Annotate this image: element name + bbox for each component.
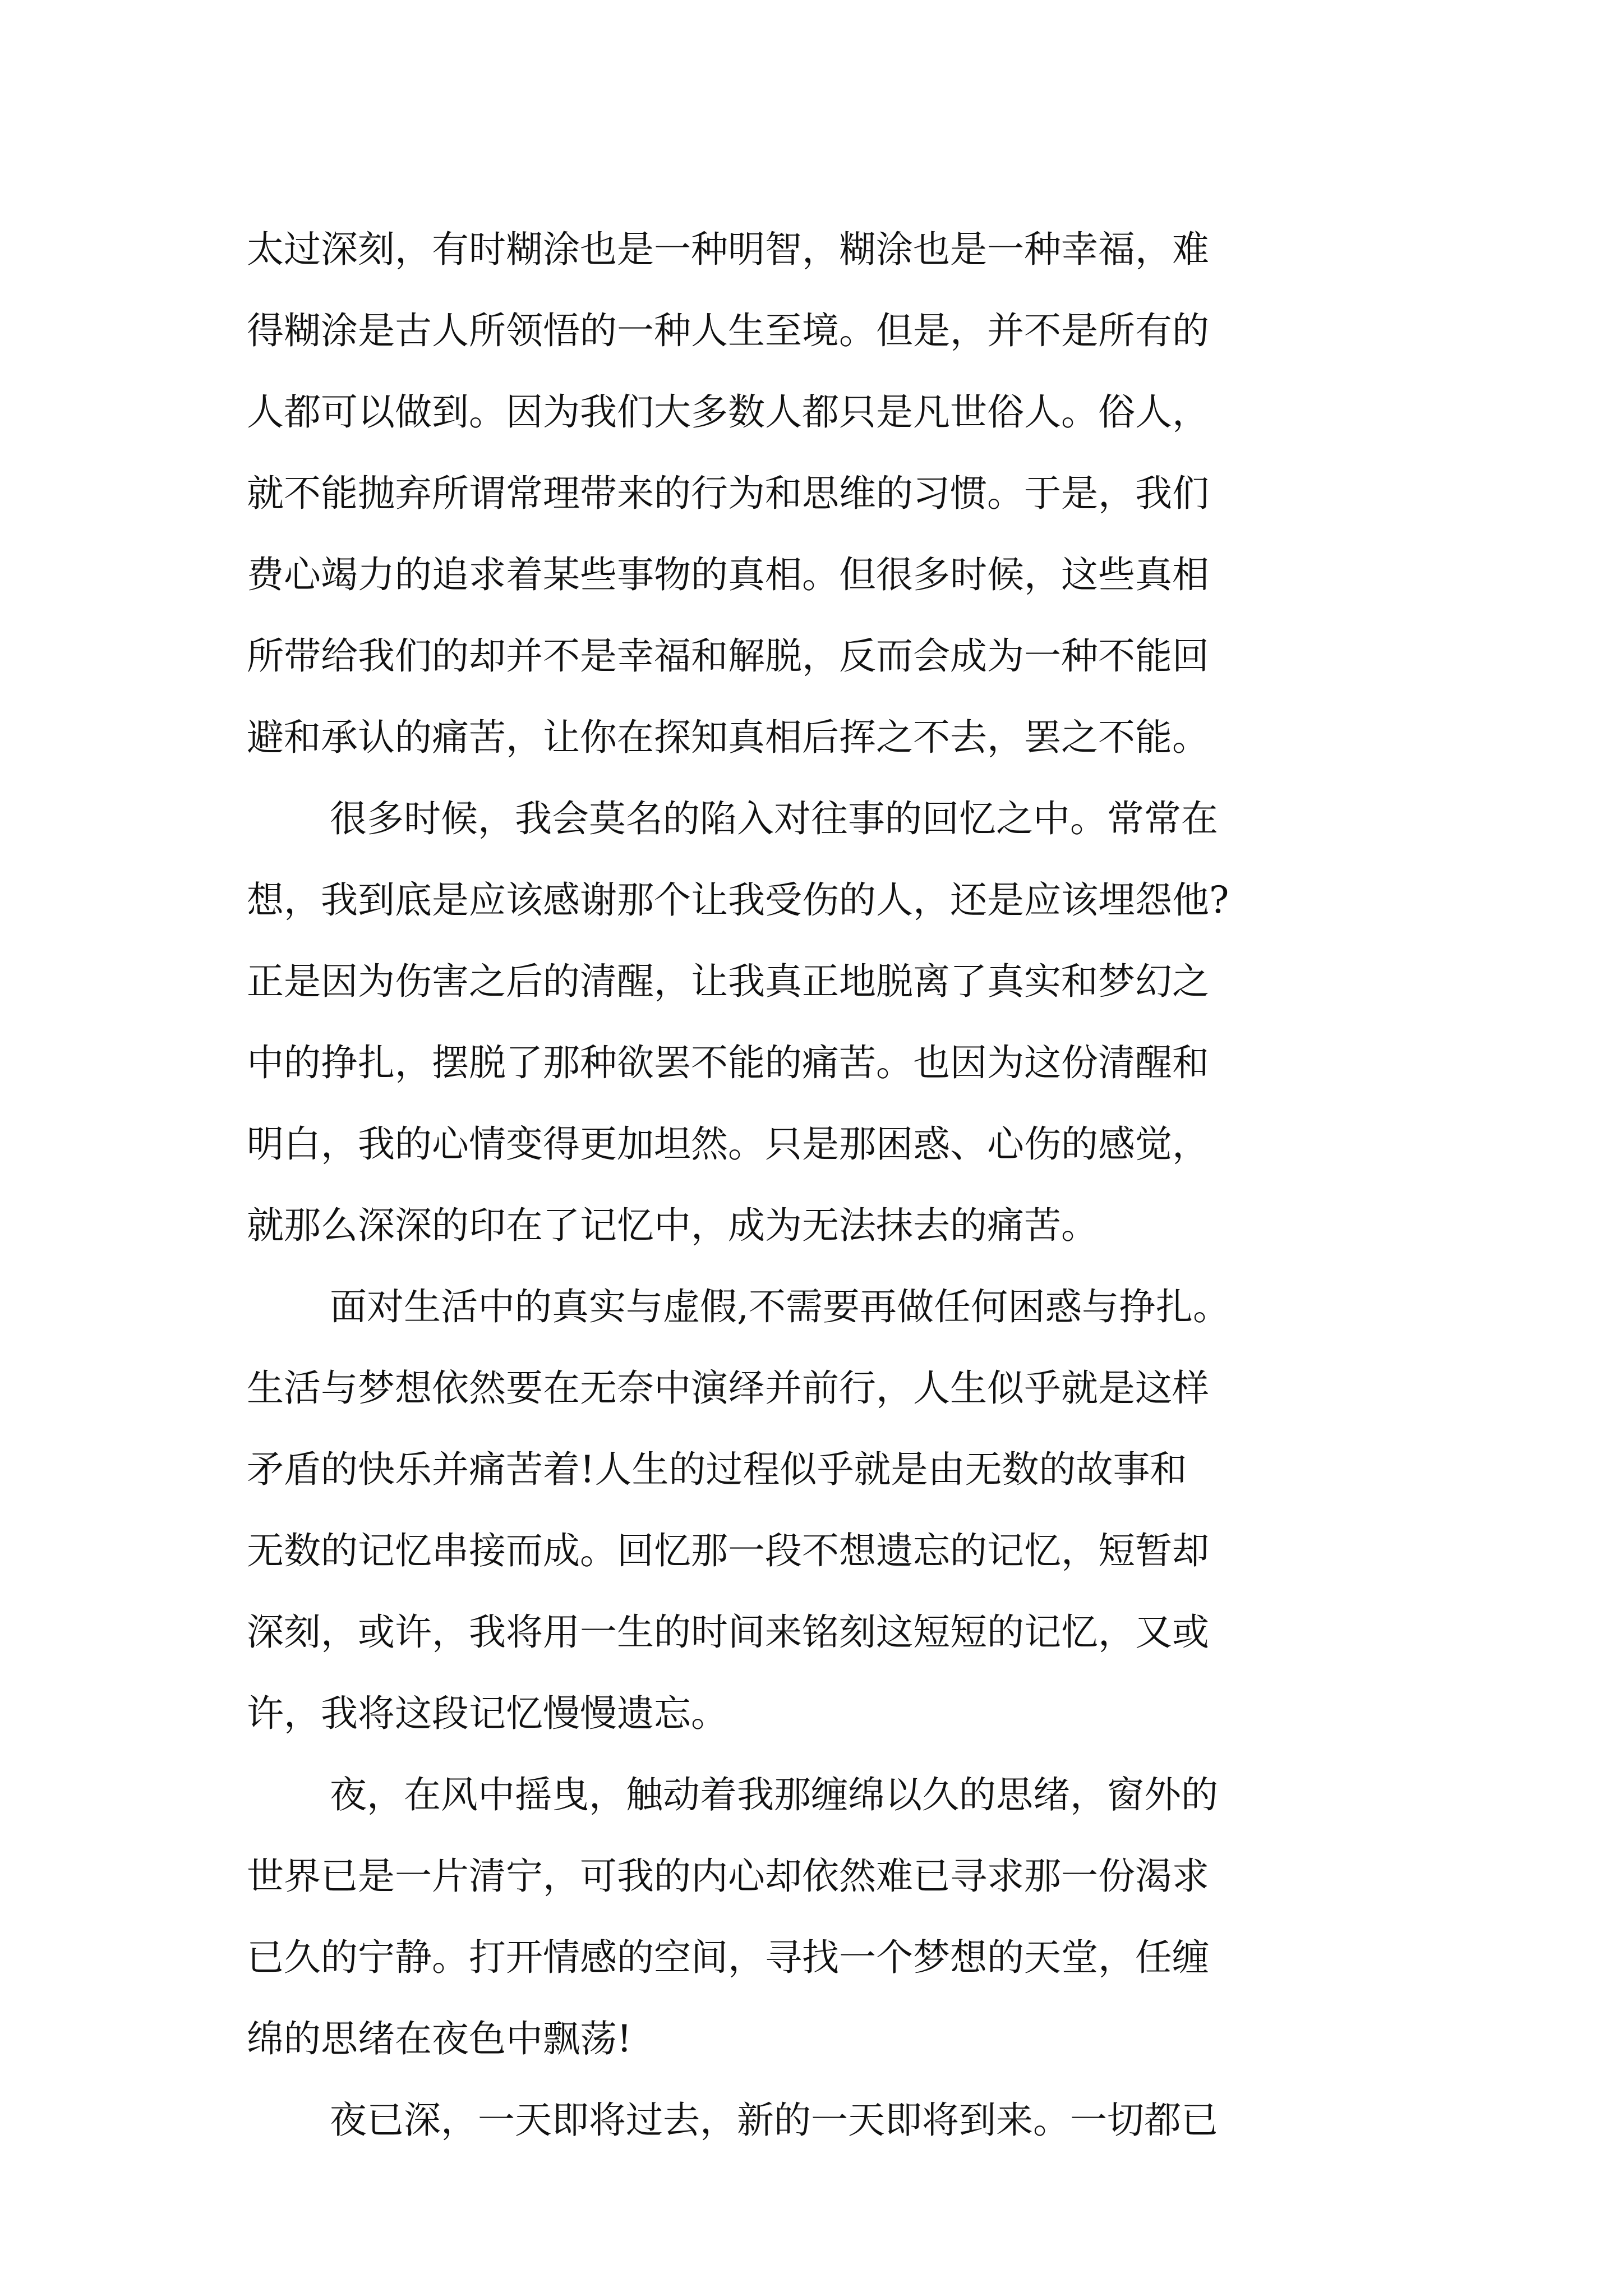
text-line: 绵的思绪在夜色中飘荡! (247, 2017, 632, 2060)
text-line: 得糊涂是古人所领悟的一种人生至境。但是，并不是所有的 (247, 309, 1209, 352)
text-line: 世界已是一片清宁，可我的内心却依然难已寻求那一份渴求 (247, 1855, 1209, 1898)
text-line: 避和承认的痛苦，让你在探知真相后挥之不去，罢之不能。 (247, 716, 1209, 759)
text-line: 所带给我们的却并不是幸福和解脱，反而会成为一种不能回 (247, 634, 1209, 678)
text-line: 面对生活中的真实与虚假,不需要再做任何困惑与挣扎。 (330, 1285, 1230, 1328)
text-line: 生活与梦想依然要在无奈中演绎并前行，人生似乎就是这样 (247, 1366, 1209, 1410)
text-line: 就不能抛弃所谓常理带来的行为和思维的习惯。于是，我们 (247, 472, 1209, 515)
text-line: 费心竭力的追求着某些事物的真相。但很多时候，这些真相 (247, 553, 1209, 596)
paragraph-3 (247, 1266, 1391, 1754)
text-line: 夜已深，一天即将过去，新的一天即将到来。一切都已 (330, 2099, 1218, 2142)
text-line: 人都可以做到。因为我们大多数人都只是凡世俗人。俗人， (247, 390, 1209, 434)
text-line: 太过深刻，有时糊涂也是一种明智，糊涂也是一种幸福，难 (247, 228, 1209, 271)
text-line: 已久的宁静。打开情感的空间，寻找一个梦想的天堂，任缠 (247, 1936, 1209, 1979)
text-line: 矛盾的快乐并痛苦着!人生的过程似乎就是由无数的故事和 (247, 1448, 1187, 1491)
body-text (247, 209, 1391, 2161)
text-line: 很多时候，我会莫名的陷入对往事的回忆之中。常常在 (330, 797, 1218, 840)
text-line: 许，我将这段记忆慢慢遗忘。 (247, 1692, 728, 1735)
text-line: 正是因为伤害之后的清醒，让我真正地脱离了真实和梦幻之 (247, 960, 1209, 1003)
paragraph-1 (247, 209, 1391, 778)
text-line: 夜，在风中摇曳，触动着我那缠绵以久的思绪，窗外的 (330, 1773, 1218, 1816)
text-line: 明白，我的心情变得更加坦然。只是那困惑、心伤的感觉， (247, 1122, 1209, 1166)
text-line: 就那么深深的印在了记忆中，成为无法抹去的痛苦。 (247, 1204, 1098, 1247)
paragraph-4 (247, 1754, 1391, 2079)
text-line: 中的挣扎，摆脱了那种欲罢不能的痛苦。也因为这份清醒和 (247, 1041, 1209, 1084)
text-line: 想，我到底是应该感谢那个让我受伤的人，还是应该埋怨他? (247, 878, 1229, 922)
text-line: 无数的记忆串接而成。回忆那一段不想遗忘的记忆，短暂却 (247, 1529, 1209, 1572)
text-line: 深刻，或许，我将用一生的时间来铭刻这短短的记忆，又或 (247, 1611, 1209, 1654)
paragraph-5 (247, 2079, 1391, 2161)
paragraph-2 (247, 778, 1391, 1266)
